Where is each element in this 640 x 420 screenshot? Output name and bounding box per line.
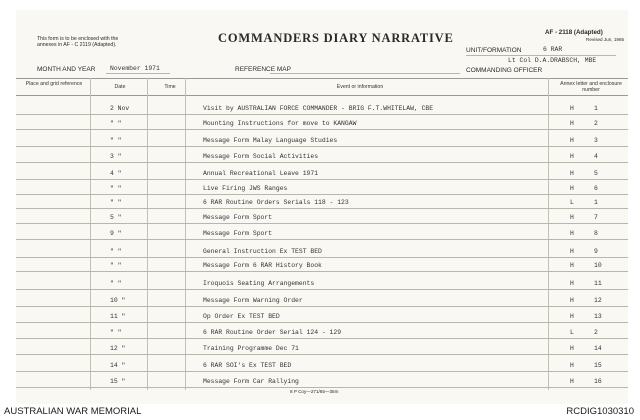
entry-date: " " <box>110 137 122 144</box>
unit-label: UNIT/FORMATION <box>466 47 522 54</box>
entry-annex-number: 15 <box>594 362 602 369</box>
entry-date: " " <box>110 120 122 127</box>
diary-entry-row <box>16 150 628 162</box>
footer-id: RCDIG1030310 <box>566 406 634 417</box>
row-rule <box>16 146 628 147</box>
entry-annex-letter: H <box>570 345 574 352</box>
entry-annex-letter: H <box>570 153 574 160</box>
row-rule <box>16 289 628 290</box>
entry-annex-number: 16 <box>594 378 602 385</box>
entry-annex-letter: H <box>570 105 574 112</box>
row-rule <box>16 223 628 224</box>
diary-entry-row <box>16 227 628 239</box>
diary-entry-row <box>16 310 628 322</box>
entry-annex-letter: H <box>570 313 574 320</box>
row-rule <box>16 114 628 115</box>
entry-date: 4 " <box>110 170 122 177</box>
entry-date: 2 Nov <box>110 105 130 112</box>
entry-event: Iroquois Seating Arrangements <box>203 280 315 287</box>
entry-annex-letter: H <box>570 297 574 304</box>
diary-entry-row <box>16 196 628 208</box>
col-head-event: Event or information <box>336 84 384 90</box>
row-rule <box>16 306 628 307</box>
entry-date: " " <box>110 262 122 269</box>
entry-annex-letter: H <box>570 362 574 369</box>
row-rule <box>16 179 628 180</box>
entry-annex-number: 7 <box>594 214 598 221</box>
entry-event: Message Form 6 RAR History Book <box>203 262 322 269</box>
entry-date: " " <box>110 248 122 255</box>
diary-entry-row <box>16 167 628 179</box>
entry-annex-number: 5 <box>594 170 598 177</box>
entry-annex-letter: H <box>570 230 574 237</box>
diary-entry-row <box>16 182 628 194</box>
map-underline <box>270 73 460 74</box>
diary-entry-row <box>16 259 628 271</box>
entry-event: General Instruction Ex TEST BED <box>203 248 322 255</box>
entry-annex-number: 1 <box>594 105 598 112</box>
row-rule <box>16 257 628 258</box>
entry-annex-number: 2 <box>594 329 598 336</box>
table-top-rule <box>16 78 628 79</box>
entry-annex-number: 8 <box>594 230 598 237</box>
entry-date: 10 " <box>110 297 126 304</box>
diary-entry-row <box>16 342 628 354</box>
entry-event: Annual Recreational Leave 1971 <box>203 170 319 177</box>
entry-annex-letter: H <box>570 120 574 127</box>
diary-entry-row <box>16 359 628 371</box>
entry-event: Message Form Sport <box>203 214 273 221</box>
entry-date: 11 " <box>110 313 126 320</box>
entry-date: 5 " <box>110 214 122 221</box>
entry-event: Mounting Instructions for move to KANGAW <box>203 120 357 127</box>
form-code: AF - 2118 (Adapted) <box>545 29 603 36</box>
entry-annex-number: 4 <box>594 153 598 160</box>
entry-date: " " <box>110 199 122 206</box>
entry-annex-letter: L <box>570 329 574 336</box>
row-rule <box>16 338 628 339</box>
entry-annex-letter: H <box>570 280 574 287</box>
row-rule <box>16 162 628 163</box>
row-rule <box>16 371 628 372</box>
commanding-officer-label: COMMANDING OFFICER <box>466 67 543 74</box>
diary-entry-row <box>16 117 628 129</box>
unit-underline <box>466 55 616 56</box>
row-rule <box>16 129 628 130</box>
month-value: November 1971 <box>110 65 160 72</box>
row-rule <box>16 387 628 388</box>
entry-event: Live Firing JWS Ranges <box>203 185 288 192</box>
diary-entry-row <box>16 102 628 114</box>
entry-annex-number: 2 <box>594 120 598 127</box>
reference-map-label: REFERENCE MAP <box>235 66 291 73</box>
entry-event: Message Form Car Rallying <box>203 378 299 385</box>
diary-entry-row <box>16 294 628 306</box>
printer-mark: 8 P Coy—271/65—35m <box>290 389 339 394</box>
col-head-time: Time <box>164 84 176 90</box>
diary-entry-row <box>16 375 628 387</box>
row-rule <box>16 354 628 355</box>
entry-annex-letter: H <box>570 170 574 177</box>
diary-entry-row <box>16 211 628 223</box>
entry-annex-number: 10 <box>594 262 602 269</box>
entry-event: Message Form Social Activities <box>203 153 319 160</box>
entry-event: 6 RAR Routine Order Serial 124 - 129 <box>203 329 342 336</box>
entry-annex-letter: H <box>570 248 574 255</box>
month-label: MONTH AND YEAR <box>37 66 96 73</box>
entry-annex-number: 12 <box>594 297 602 304</box>
entry-event: Message Form Sport <box>203 230 273 237</box>
entry-annex-number: 14 <box>594 345 602 352</box>
entry-event: Training Programme Dec 71 <box>203 345 299 352</box>
entry-annex-letter: H <box>570 185 574 192</box>
entry-annex-number: 6 <box>594 185 598 192</box>
diary-entry-row <box>16 326 628 338</box>
row-rule <box>16 271 628 272</box>
entry-annex-letter: H <box>570 214 574 221</box>
col-head-annex: Annex letter and enclosure number <box>560 81 622 93</box>
page-title: COMMANDERS DIARY NARRATIVE <box>218 31 454 45</box>
unit-value: 6 RAR <box>543 46 563 53</box>
entry-annex-number: 13 <box>594 313 602 320</box>
entry-event: Visit by AUSTRALIAN FORCE COMMANDER - BRIG F.T.WHITELAW, CBE <box>203 105 434 112</box>
diary-entry-row <box>16 134 628 146</box>
col-head-date: Date <box>114 84 126 90</box>
entry-annex-letter: H <box>570 262 574 269</box>
footer-source: AUSTRALIAN WAR MEMORIAL <box>4 406 142 417</box>
entry-date: " " <box>110 280 122 287</box>
diary-entry-row <box>16 245 628 257</box>
entry-annex-letter: H <box>570 378 574 385</box>
form-note-line2: annexes in AF - C 2119 (Adapted). <box>37 42 117 48</box>
entry-annex-letter: L <box>570 199 574 206</box>
entry-date: 15 " <box>110 378 126 385</box>
entry-date: 14 " <box>110 362 126 369</box>
entry-event: 6 RAR Routine Orders Serials 118 - 123 <box>203 199 349 206</box>
entry-date: 3 " <box>110 153 122 160</box>
entry-date: " " <box>110 329 122 336</box>
row-rule <box>16 194 628 195</box>
entry-date: 12 " <box>110 345 126 352</box>
entry-annex-number: 3 <box>594 137 598 144</box>
form-note-line1: This form is to be enclosed with the <box>37 36 119 42</box>
entry-date: 9 " <box>110 230 122 237</box>
officer-value: Lt Col D.A.DRABSCH, MBE <box>508 57 597 64</box>
entry-event: Message Form Malay Language Studies <box>203 137 338 144</box>
entry-event: Message Form Warning Order <box>203 297 303 304</box>
row-rule <box>16 239 628 240</box>
diary-entry-row <box>16 277 628 289</box>
col-head-place: Place and grid reference <box>25 81 83 87</box>
row-rule <box>16 322 628 323</box>
entry-annex-number: 11 <box>594 280 602 287</box>
entry-date: " " <box>110 185 122 192</box>
entry-annex-number: 9 <box>594 248 598 255</box>
row-rule <box>16 208 628 209</box>
entry-event: Op Order Ex TEST BED <box>203 313 280 320</box>
form-revised: Revised Jun, 1965 <box>586 37 625 42</box>
table-head-rule <box>16 95 628 96</box>
entry-event: 6 RAR SOI's Ex TEST BED <box>203 362 292 369</box>
month-underline <box>106 73 170 74</box>
entry-annex-number: 1 <box>594 199 598 206</box>
entry-annex-letter: H <box>570 137 574 144</box>
